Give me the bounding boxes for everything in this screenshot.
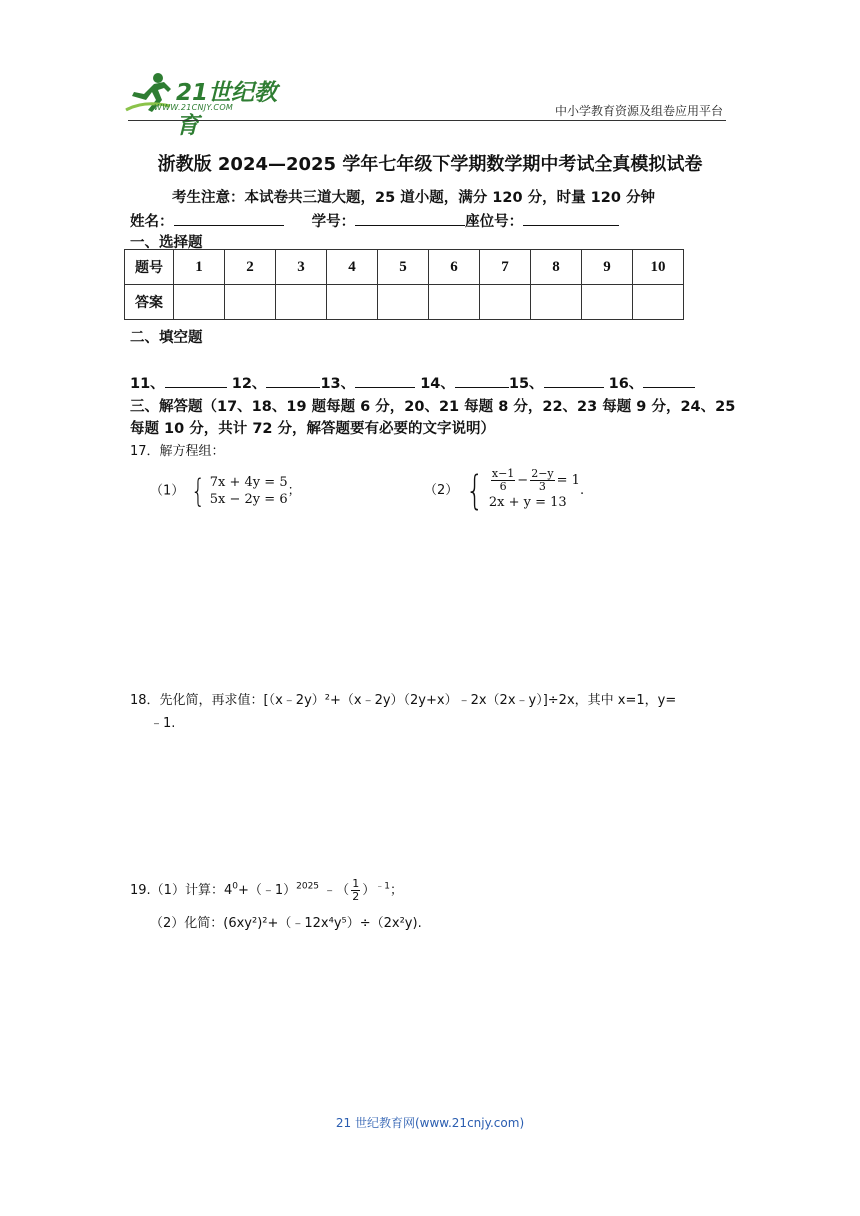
- equation-system-1: [188, 474, 287, 508]
- q17-part1: [150, 474, 301, 508]
- section-2-title: 二、填空题: [130, 330, 203, 346]
- q19-part2: （2）化简：(6xy²)²+（﹣12x⁴y⁵）÷（2x²y).: [150, 916, 422, 931]
- answer-cell[interactable]: [531, 285, 582, 320]
- q19-p1-minus: ﹣（: [323, 883, 350, 898]
- frac-den: 2: [352, 890, 360, 903]
- name-label: 姓名：: [130, 214, 174, 230]
- table-cell-number: 3: [276, 250, 327, 285]
- q17-stem: 17．解方程组：: [130, 444, 225, 459]
- fill-label-16: 16、: [608, 376, 644, 392]
- footer-link[interactable]: 21 世纪教育网(www.21cnjy.com): [335, 1116, 525, 1130]
- answer-cell[interactable]: [327, 285, 378, 320]
- fill-label-11: 11、: [130, 376, 165, 392]
- table-row-numbers: [125, 250, 684, 285]
- frac-den: 6: [499, 480, 507, 493]
- exam-notice: 考生注意：本试卷共三道大题，25 道小题，满分 120 分，时量 120 分钟: [172, 190, 655, 206]
- q17-part1-label: （1）: [150, 483, 185, 499]
- table-row-answers: [125, 285, 684, 320]
- fill-blank-16[interactable]: [643, 373, 695, 388]
- question-number-header: 题号: [125, 250, 174, 285]
- q17-part2-label: （2）: [424, 483, 459, 498]
- fill-label-15: 15、: [508, 376, 544, 392]
- q17-p2-eq1: $\frac{x-1}{6}$ − $\frac{2-y}{3}$ = 1: [491, 467, 580, 493]
- table-cell-number: 7: [480, 250, 531, 285]
- name-blank[interactable]: [174, 211, 284, 226]
- frac-den: 3: [538, 480, 546, 493]
- answer-cell[interactable]: [480, 285, 531, 320]
- q17-part2: [424, 468, 584, 513]
- table-cell-number: 8: [531, 250, 582, 285]
- seat-label: 座位号：: [465, 214, 524, 230]
- table-cell-number: 5: [378, 250, 429, 285]
- id-label: 学号：: [311, 214, 356, 230]
- fill-blank-15[interactable]: [544, 373, 604, 388]
- fill-label-14: 14、: [420, 376, 455, 392]
- fill-label-12: 12、: [231, 376, 267, 392]
- q19-p1-exp: 2025: [296, 881, 320, 892]
- q19-p1-mid: +（﹣1）: [237, 883, 297, 898]
- table-cell-number: 4: [327, 250, 378, 285]
- logo-text: 21世纪教育: [176, 80, 278, 139]
- student-info-line: [130, 210, 619, 231]
- q18-line1: 18．先化简，再求值：[（x﹣2y）²+（x﹣2y）（2y+x）﹣2x（2x﹣y）]÷2x，其中 x=1，y=: [130, 693, 677, 708]
- answer-cell[interactable]: [633, 285, 684, 320]
- logo-url: WWW.21CNJY.COM: [154, 103, 234, 112]
- q17-p1-eq1: 7x + 4y = 5: [209, 475, 288, 490]
- q19-p1-end: ；: [389, 883, 403, 898]
- table-cell-number: 1: [174, 250, 225, 285]
- answer-cell[interactable]: [225, 285, 276, 320]
- table-cell-number: 2: [225, 250, 276, 285]
- q17-p2-rhs: = 1: [556, 473, 580, 488]
- fill-label-13: 13、: [320, 376, 356, 392]
- q19-p1-prefix: 19.（1）计算：4: [130, 883, 233, 898]
- fill-blank-13[interactable]: [355, 373, 415, 388]
- q17-p2-end: .: [579, 483, 585, 498]
- answer-table: [124, 249, 684, 320]
- answer-cell[interactable]: [429, 285, 480, 320]
- table-cell-number: 10: [633, 250, 684, 285]
- q18-line2: ﹣1.: [150, 716, 176, 731]
- fill-blank-14[interactable]: [455, 373, 509, 388]
- answer-cell[interactable]: [174, 285, 225, 320]
- seat-blank[interactable]: [523, 211, 619, 226]
- frac-num: 1: [352, 877, 360, 890]
- id-blank[interactable]: [355, 211, 465, 226]
- q19-part1: 19.（1）计算：$4^0+(﹣1)^{2025}$ ﹣（ $\frac{1}{2}$ ）$^{﹣1}$；: [130, 877, 403, 903]
- fill-blank-11[interactable]: [165, 373, 227, 388]
- frac-num: x−1: [491, 467, 515, 480]
- table-cell-number: 6: [429, 250, 480, 285]
- q19-p1-close: ）: [362, 883, 376, 898]
- brace-icon: {: [191, 472, 206, 510]
- answer-header: 答案: [125, 285, 174, 320]
- q17-p1-eq2: 5x − 2y = 6: [209, 492, 288, 507]
- answer-cell[interactable]: [582, 285, 633, 320]
- section-1-title: 一、选择题: [130, 235, 203, 251]
- platform-name: 中小学教育资源及组卷应用平台: [554, 104, 723, 118]
- table-cell-number: 9: [582, 250, 633, 285]
- answer-cell[interactable]: [276, 285, 327, 320]
- answer-cell[interactable]: [378, 285, 429, 320]
- exam-title: 浙教版 2024—2025 学年七年级下学期数学期中考试全真模拟试卷: [157, 154, 703, 175]
- q19-p1-exp2: ﹣1: [375, 881, 390, 892]
- logo: [124, 70, 294, 139]
- section-3-title: 三、解答题（17、18、19 题每题 6 分，20、21 每题 8 分，22、23 每题 9 分，24、25 每题 10 分，共计 72 分，解答题要有必要的文字说明）: [130, 399, 736, 437]
- brace-icon: {: [466, 467, 485, 514]
- q17-p2-eq2: 2x + y = 13: [488, 495, 567, 510]
- q17-p1-end: ；: [287, 483, 301, 499]
- fill-blank-line: [130, 372, 695, 393]
- header-divider: [128, 120, 726, 121]
- frac-num: 2−y: [531, 467, 554, 480]
- fill-blank-12[interactable]: [266, 373, 320, 388]
- equation-system-2: [462, 468, 580, 513]
